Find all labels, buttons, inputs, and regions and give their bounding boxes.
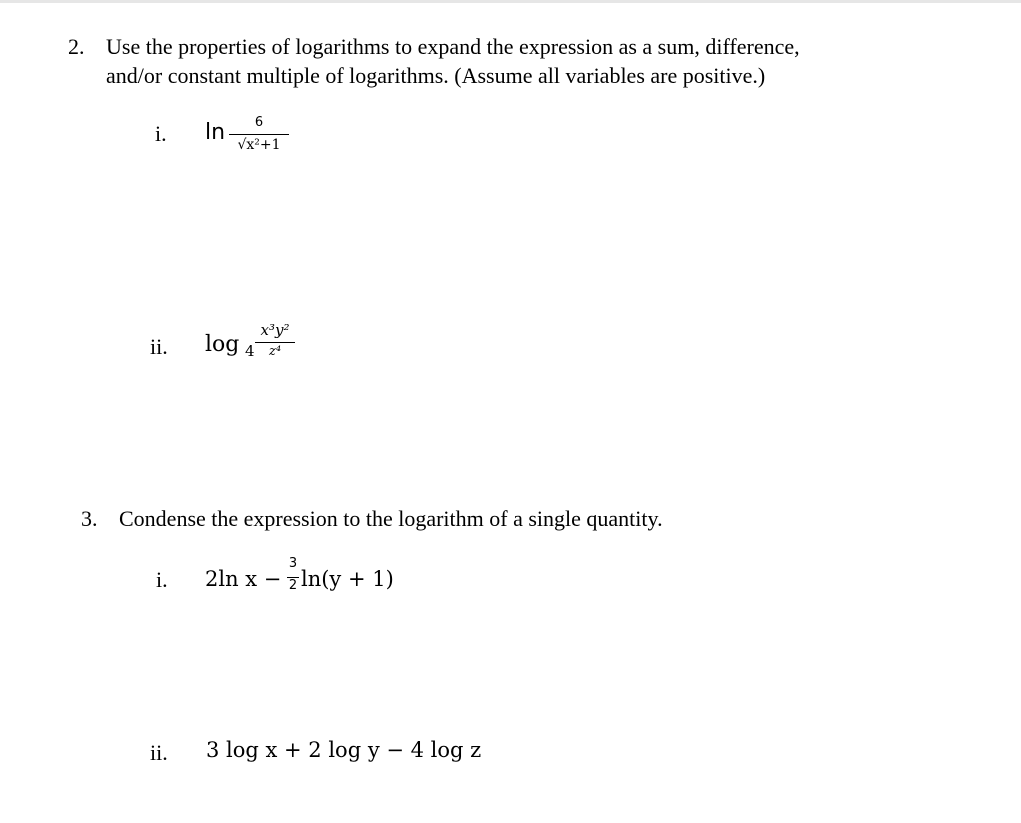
expression-3-ii: 3 log x + 2 log y − 4 log z [206,738,482,762]
question-text-line-1: Use the properties of logarithms to expand the expression as a sum, difference, [106,34,800,59]
fraction [255,322,295,368]
item-label: i. [156,567,168,592]
expression-right: ln(y + 1) [301,567,394,591]
top-border [0,0,1021,3]
fraction-denominator: √x²+1 [237,137,281,153]
fraction-numerator: x³y² [260,321,290,339]
expression-left: 2ln x − [205,567,282,591]
fraction-bar [229,134,289,135]
question-text-line-2: and/or constant multiple of logarithms. (Assume all variables are positive.) [106,63,766,88]
expression-2-ii [205,322,315,372]
fraction [287,556,299,602]
log-function: log [205,332,240,357]
item-label: i. [155,121,167,146]
fraction-denominator: 2 [288,578,298,593]
fraction [229,115,289,160]
fraction-numerator: 3 [288,556,298,571]
expression-2-i [205,115,305,168]
question-text: Condense the expression to the logarithm of a single quantity. [119,506,663,531]
question-3 [81,505,881,535]
question-2 [68,33,968,93]
item-label: ii. [150,740,168,765]
log-base: 4 [245,342,255,360]
expression-3-i [205,556,425,606]
question-number: 3. [81,506,98,531]
fraction-denominator: z⁴ [268,344,282,359]
ln-function: ln [205,120,226,145]
item-label: ii. [150,334,168,359]
fraction-numerator: 6 [254,115,264,130]
question-number: 2. [68,34,85,59]
